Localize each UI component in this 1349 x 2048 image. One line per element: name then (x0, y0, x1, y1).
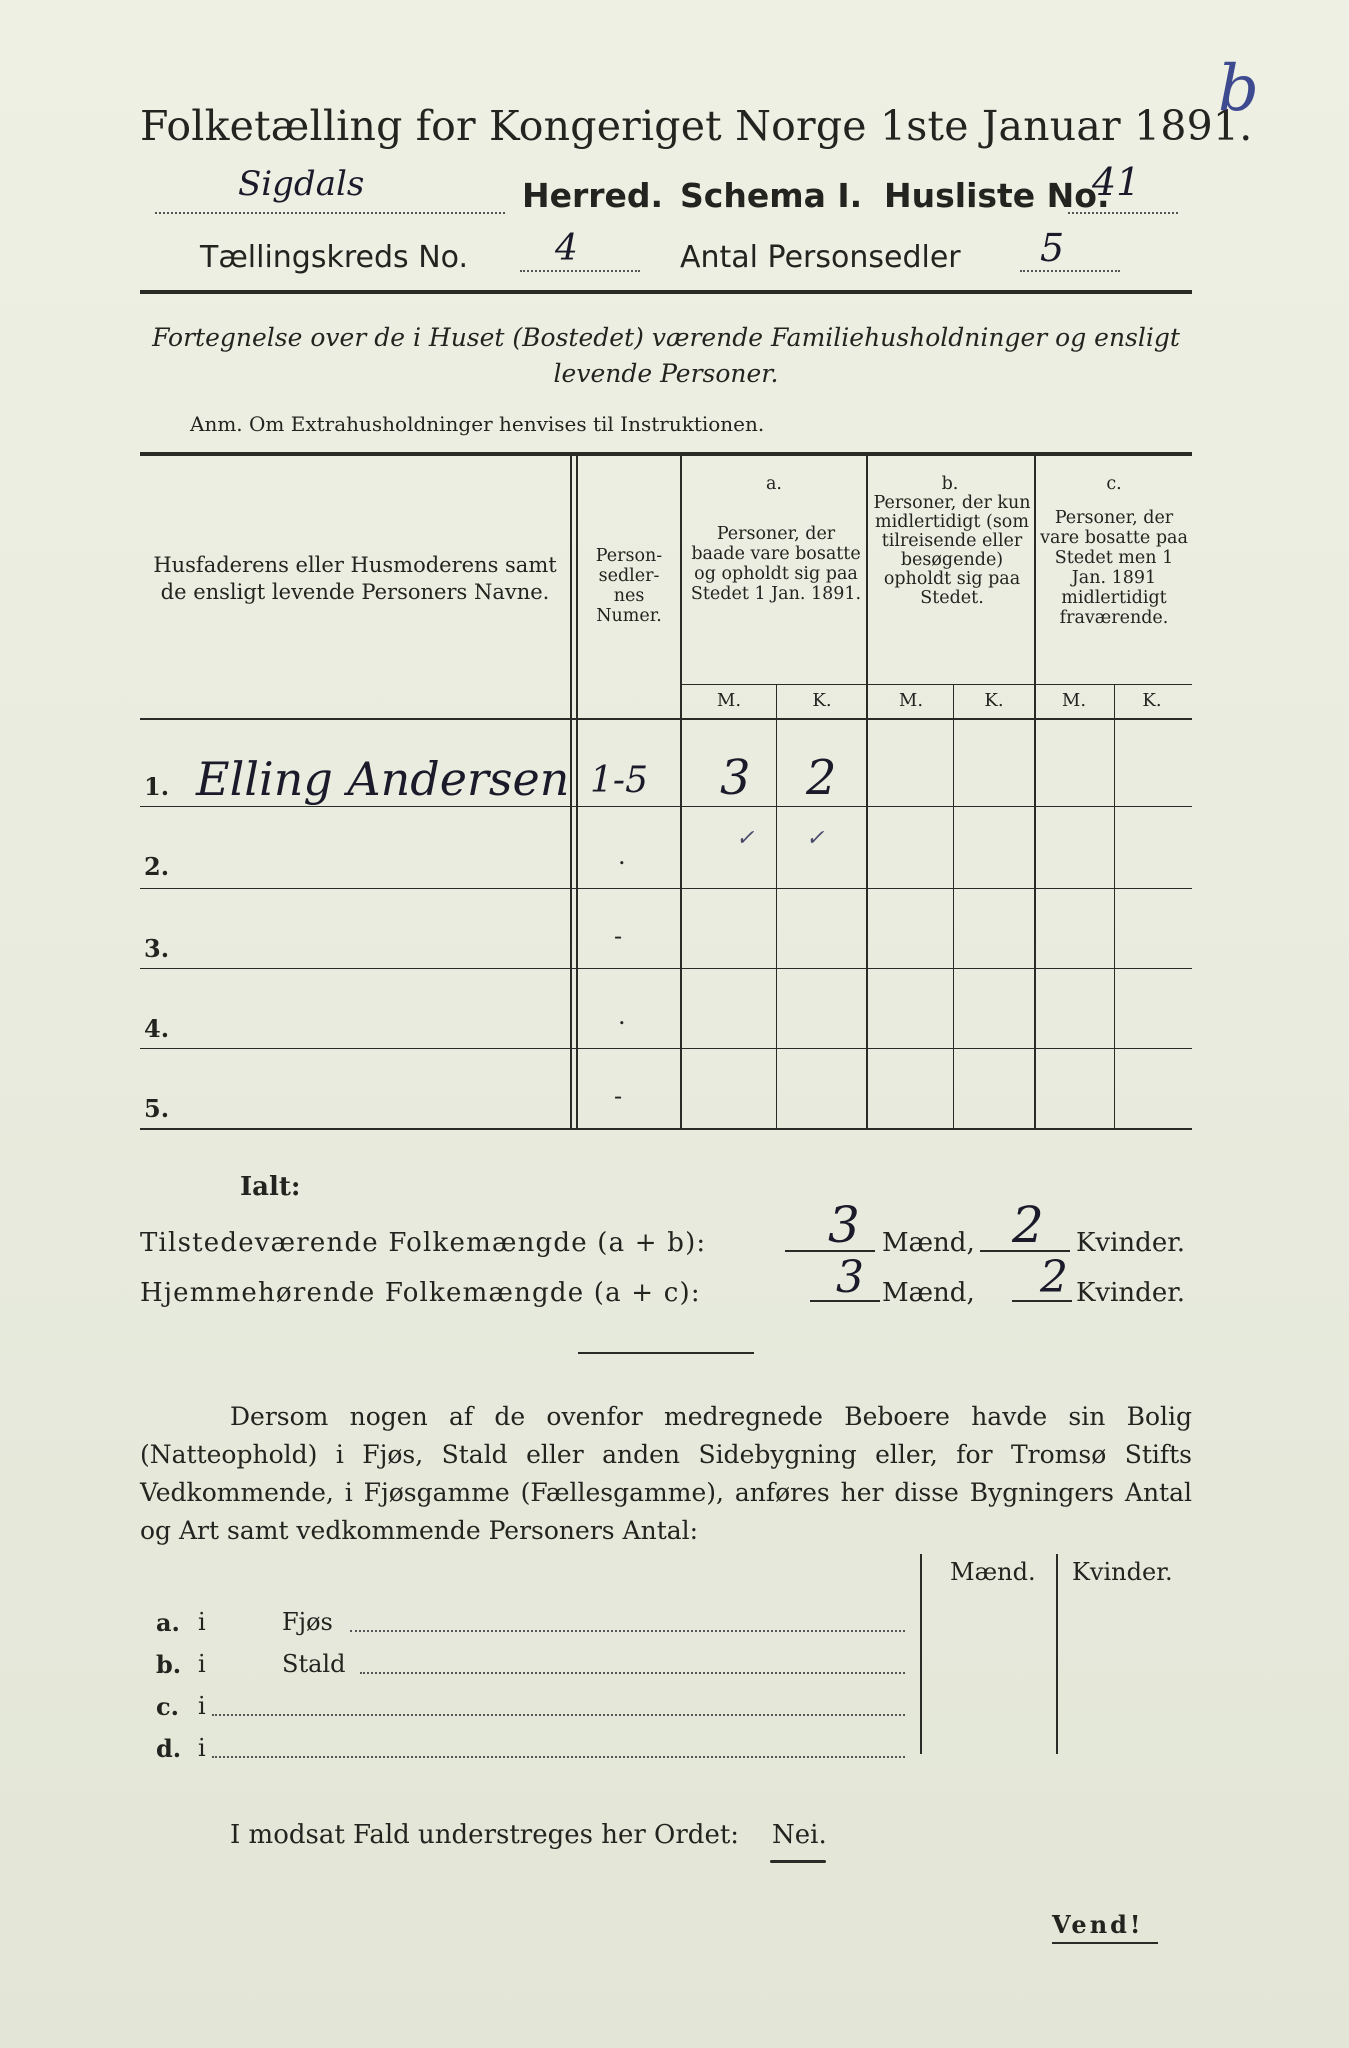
anm-note: Anm. Om Extrahusholdninger henvises til Instruktionen. (190, 412, 765, 436)
col-divider-names (570, 456, 572, 1128)
building-a-dots (350, 1630, 905, 1632)
building-b-dots (360, 1672, 905, 1674)
row-2-number: 2. (144, 852, 170, 881)
row-1-numer: 1-5 (590, 760, 648, 801)
row-2-a-k: ✓ (806, 826, 825, 851)
col-divider-a-mk (776, 684, 777, 1128)
mk-header-rule (682, 684, 1192, 685)
vend-label: Vend! (1052, 1910, 1144, 1939)
husliste-value: 41 (1092, 160, 1141, 204)
row-1-name: Elling Andersen (196, 752, 570, 806)
building-c-dots (212, 1714, 905, 1716)
hjemme-label: Hjemmehørende Folkemængde (a + c): (140, 1278, 701, 1308)
col-c-header: Personer, der vare bosatte paa Stedet men 1 Jan. 1891 midlertidigt fraværende. (1040, 508, 1188, 628)
c-k-label: K. (1142, 690, 1162, 711)
building-c-letter: c. (156, 1692, 179, 1721)
personsedler-value: 5 (1040, 226, 1065, 270)
husliste-label: Husliste No. (884, 176, 1110, 215)
row-3-numer: - (614, 922, 623, 950)
col-a-header: Personer, der baade vare bosatte og opholdt sig paa Stedet 1 Jan. 1891. (690, 524, 862, 604)
row-rule-2 (140, 888, 1192, 889)
herred-label: Herred. (522, 176, 664, 215)
building-b-prep: i (198, 1650, 206, 1678)
building-d-letter: d. (156, 1734, 182, 1763)
row-1-number: 1. (144, 772, 170, 801)
col-divider-b-mk (953, 684, 954, 1128)
building-a-letter: a. (156, 1608, 180, 1637)
building-b-letter: b. (156, 1650, 182, 1679)
col-a-letter: a. (766, 474, 782, 494)
buildings-col-divider-1 (920, 1554, 922, 1754)
row-rule-3 (140, 968, 1192, 969)
a-k-label: K. (812, 690, 832, 711)
section-divider (578, 1352, 754, 1354)
col-divider-c-mk (1114, 684, 1115, 1128)
personsedler-dotted-line (1020, 270, 1120, 272)
buildings-col-maend: Mænd. (950, 1558, 1036, 1586)
row-5-numer: - (614, 1082, 623, 1110)
form-title: Folketælling for Kongeriget Norge 1ste Januar 1891. (140, 102, 1253, 150)
row-4-numer: . (618, 1002, 626, 1030)
table-bottom-rule (140, 1128, 1192, 1130)
row-5-number: 5. (144, 1094, 170, 1123)
row-rule-1 (140, 806, 1192, 807)
taellingskreds-dotted-line (520, 270, 640, 272)
modsat-text: I modsat Fald understreges her Ordet: (230, 1820, 740, 1850)
taellingskreds-label: Tællingskreds No. (200, 240, 468, 275)
col-divider-names-double (576, 456, 578, 1128)
col-divider-b (1034, 456, 1036, 1128)
building-b-label: Stald (282, 1650, 346, 1678)
herred-value: Sigdals (238, 164, 365, 204)
hjemme-m-value: 3 (836, 1252, 864, 1303)
tilstede-k-value: 2 (1012, 1196, 1044, 1254)
hjemme-maend: Mænd, (882, 1278, 975, 1308)
buildings-col-kvinder: Kvinder. (1072, 1558, 1173, 1586)
row-4-number: 4. (144, 1014, 170, 1043)
tilstede-kvinder: Kvinder. (1076, 1228, 1186, 1258)
herred-dotted-line (155, 212, 505, 214)
husliste-dotted-line (1068, 212, 1178, 214)
buildings-paragraph: Dersom nogen af de ovenfor medregnede Beboere havde sin Bolig (Natteophold) i Fjøs, Stald eller anden Sidebygning eller, for Tromsø Stifts Vedkommende, i Fjøsgamme (Fællesgamme), anføres her disse Bygningers Antal og Art samt vedkommende Personers Antal: (140, 1402, 1192, 1545)
header-rule (140, 290, 1192, 294)
building-d-dots (212, 1756, 905, 1758)
personsedler-label: Antal Personsedler (680, 240, 961, 275)
building-a-prep: i (198, 1608, 206, 1636)
buildings-col-divider-2 (1056, 1554, 1058, 1754)
b-m-label: M. (898, 690, 924, 711)
a-m-label: M. (716, 690, 742, 711)
row-2-numer: . (618, 842, 626, 870)
tilstede-maend: Mænd, (882, 1228, 975, 1258)
schema-label: Schema I. (680, 176, 863, 215)
col-b-letter: b. (941, 474, 959, 494)
col-numer-header: Person-sedler-nes Numer. (595, 546, 663, 626)
row-1-a-m: 3 (720, 750, 751, 806)
col-b-header: Personer, der kun midlertidigt (som tilreisende eller besøgende) opholdt sig paa Stedet. (873, 493, 1031, 608)
row-rule-4 (140, 1048, 1192, 1049)
tilstede-m-value: 3 (828, 1196, 860, 1254)
ialt-label: Ialt: (240, 1172, 301, 1202)
hjemme-kvinder: Kvinder. (1076, 1278, 1186, 1308)
col-c-letter: c. (1106, 474, 1122, 494)
taellingskreds-value: 4 (555, 228, 578, 269)
tilstede-label: Tilstedeværende Folkemængde (a + b): (140, 1228, 707, 1258)
row-2-a-m: ✓ (736, 826, 755, 851)
hjemme-k-value: 2 (1040, 1252, 1068, 1303)
col-names-header: Husfaderens eller Husmoderens samt de ensligt levende Personers Navne. (153, 553, 557, 604)
building-a-label: Fjøs (282, 1608, 333, 1636)
intro-heading: Fortegnelse over de i Huset (Bostedet) værende Familiehusholdninger og ensligt levende Personer. (152, 323, 1180, 388)
vend-underline (1052, 1942, 1158, 1944)
b-k-label: K. (984, 690, 1004, 711)
row-1-a-k: 2 (806, 750, 837, 806)
corner-handwritten-mark: b (1218, 52, 1259, 126)
col-divider-numer (680, 456, 682, 1128)
building-c-prep: i (198, 1692, 206, 1720)
row-3-number: 3. (144, 934, 170, 963)
nei-word: Nei. (772, 1820, 827, 1850)
col-divider-a (866, 456, 868, 1128)
building-d-prep: i (198, 1734, 206, 1762)
c-m-label: M. (1061, 690, 1087, 711)
nei-underline (770, 1860, 826, 1863)
